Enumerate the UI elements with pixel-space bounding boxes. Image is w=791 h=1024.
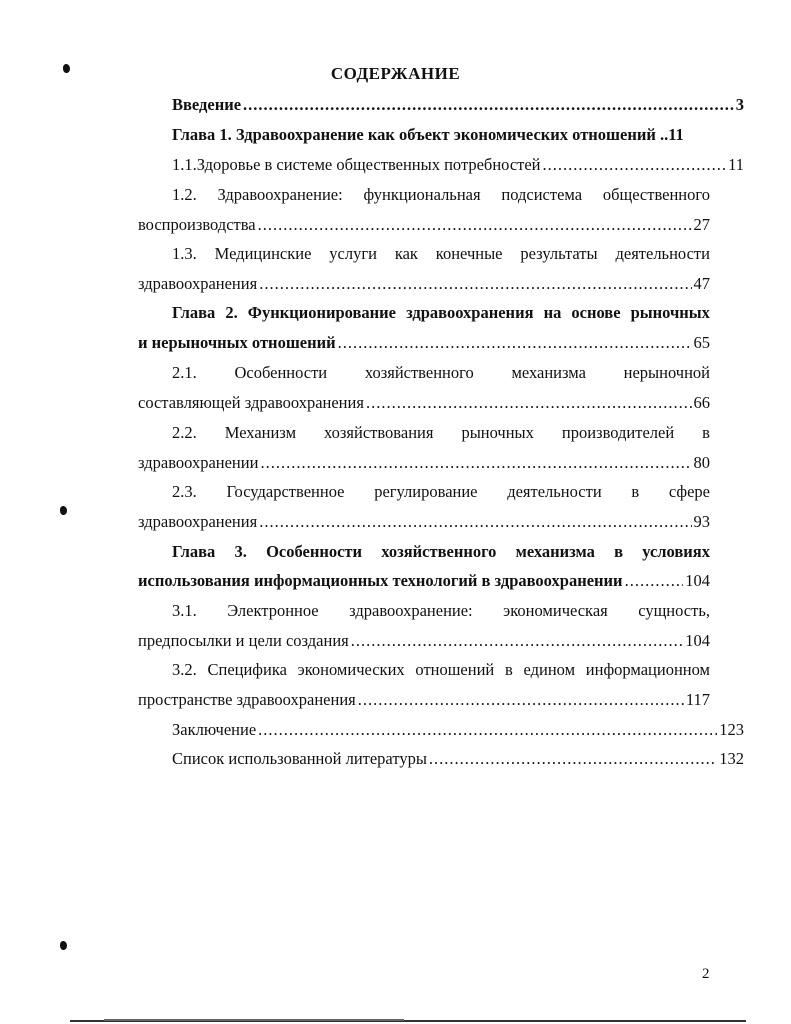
toc-entry-references xyxy=(138,747,744,771)
toc-word: отношений xyxy=(415,660,495,679)
punch-hole-mark xyxy=(60,506,67,515)
toc-word: хозяйственного xyxy=(381,542,497,561)
toc-entry-intro xyxy=(138,93,744,117)
leader-dots xyxy=(358,688,684,712)
toc-entry-3-2-line1 xyxy=(138,658,710,682)
toc-word: функциональная xyxy=(363,185,481,204)
toc-word: деятельности xyxy=(507,482,602,501)
toc-entry-1-2-line2 xyxy=(138,213,710,237)
toc-word: в xyxy=(702,423,710,442)
section-number: 2.3. xyxy=(172,482,197,501)
toc-entry-label: Заключение xyxy=(172,720,257,739)
section-number: 2.1. xyxy=(172,363,197,382)
toc-entry-label: Введение xyxy=(172,95,242,114)
toc-entry-chapter-3-line2 xyxy=(138,569,710,593)
toc-entry-label: воспроизводства xyxy=(138,215,256,234)
toc-word: в xyxy=(614,542,624,561)
toc-page-number: 66 xyxy=(693,393,710,412)
leader-dots xyxy=(260,451,691,475)
toc-word: Специфика xyxy=(207,660,287,679)
toc-word: регулирование xyxy=(374,482,478,501)
toc-entry-label: использования информационных технологий в здравоохранении xyxy=(138,571,623,590)
toc-entry-label: Здоровье в системе общественных потребностей xyxy=(196,155,541,174)
section-number: 3.2. xyxy=(172,660,197,679)
toc-word: деятельности xyxy=(615,244,710,263)
leader-dots xyxy=(259,510,691,534)
toc-entry-label: здравоохранения xyxy=(138,512,258,531)
toc-entry-2-2-line2 xyxy=(138,451,710,475)
toc-word: сфере xyxy=(668,482,710,501)
toc-entry-label: составляющей здравоохранения xyxy=(138,393,364,412)
toc-entry-label: здравоохранения xyxy=(138,274,258,293)
toc-word: условиях xyxy=(642,542,710,561)
toc-entry-1-2-line1 xyxy=(138,183,710,207)
leader-dots xyxy=(258,718,717,742)
leader-dots xyxy=(366,391,692,415)
toc-page-number: 132 xyxy=(719,749,744,768)
toc-word: Особенности xyxy=(266,542,363,561)
toc-word: Медицинские xyxy=(214,244,312,263)
toc-word: Государственное xyxy=(226,482,345,501)
toc-entry-2-2-line1 xyxy=(138,421,710,445)
section-number: 1.2. xyxy=(172,185,197,204)
toc-word: на xyxy=(543,303,562,322)
toc-word: услуги xyxy=(329,244,377,263)
toc-word: Электронное xyxy=(227,601,319,620)
toc-page-number: 11 xyxy=(728,155,744,174)
leader-dots xyxy=(243,93,734,117)
toc-word: едином xyxy=(523,660,576,679)
toc-word: механизма xyxy=(511,363,586,382)
toc-word: рыночных xyxy=(461,423,534,442)
toc-entry-2-3-line2 xyxy=(138,510,710,534)
leader-dots xyxy=(338,331,692,355)
toc-word: информационном xyxy=(585,660,710,679)
toc-entry-3-2-line2 xyxy=(138,688,710,712)
toc-word: в xyxy=(631,482,640,501)
toc-word: Глава xyxy=(172,542,216,561)
toc-word: Особенности xyxy=(234,363,328,382)
toc-entry-label: Глава 1. Здравоохранение как объект экономических отношений .. xyxy=(172,125,669,144)
toc-entry-label: предпосылки и цели создания xyxy=(138,631,349,650)
toc-word: в xyxy=(504,660,513,679)
toc-page-number: 47 xyxy=(693,274,710,293)
section-number: 3.1. xyxy=(172,601,197,620)
toc-word: результаты xyxy=(520,244,598,263)
leader-dots xyxy=(543,153,727,177)
toc-page-number: 123 xyxy=(719,720,744,739)
toc-word: хозяйственного xyxy=(364,363,474,382)
toc-word: экономических xyxy=(297,660,405,679)
toc-page-number: 3 xyxy=(735,95,744,114)
toc-page-number: 104 xyxy=(685,631,710,650)
toc-word: производителей xyxy=(561,423,675,442)
toc-page-number: 93 xyxy=(693,512,710,531)
toc-entry-label: Список использованной литературы xyxy=(172,749,427,768)
toc-entry-1-3-line1 xyxy=(138,242,710,266)
toc-word: 2. xyxy=(225,303,238,322)
section-number: 1.3. xyxy=(172,244,197,263)
toc-entry-label: здравоохранении xyxy=(138,453,259,472)
toc-word: рыночных xyxy=(630,303,710,322)
leader-dots xyxy=(259,272,691,296)
page-number: 2 xyxy=(702,966,710,982)
toc-page-number: 65 xyxy=(693,333,710,352)
toc-entry-2-3-line1 xyxy=(138,480,710,504)
toc-page-number: 117 xyxy=(685,690,710,709)
toc-entry-2-1-line2 xyxy=(138,391,710,415)
toc-entry-3-1-line1 xyxy=(138,599,710,623)
bottom-edge-line xyxy=(104,1019,404,1021)
toc-word: общественного xyxy=(602,185,710,204)
toc-page-number: 11 xyxy=(668,125,684,144)
toc-word: конечные xyxy=(435,244,503,263)
toc-word: здравоохранения xyxy=(406,303,534,322)
toc-word: здравоохранение: xyxy=(349,601,473,620)
toc-entry-1-3-line2 xyxy=(138,272,710,296)
toc-word: Здравоохранение: xyxy=(217,185,343,204)
punch-hole-mark xyxy=(60,941,67,950)
toc-entry-conclusion xyxy=(138,718,744,742)
toc-word: Глава xyxy=(172,303,216,322)
toc-word: экономическая xyxy=(503,601,608,620)
leader-dots xyxy=(625,569,684,593)
toc-entry-chapter-3-line1 xyxy=(138,540,710,564)
toc-word: подсистема xyxy=(501,185,583,204)
leader-dots xyxy=(258,213,692,237)
toc-entry-label: и нерыночных отношений xyxy=(138,333,336,352)
toc-word: хозяйствования xyxy=(324,423,434,442)
section-number: 2.2. xyxy=(172,423,197,442)
toc-entry-chapter-2-line1 xyxy=(138,301,710,325)
leader-dots xyxy=(429,747,717,771)
toc-entry-chapter-1 xyxy=(138,123,744,147)
toc-page-number: 104 xyxy=(685,571,710,590)
toc-page-number: 27 xyxy=(693,215,710,234)
toc-word: сущность, xyxy=(638,601,710,620)
toc-entry-1-1 xyxy=(138,153,744,177)
toc-entry-2-1-line1 xyxy=(138,361,710,385)
toc-word: основе xyxy=(571,303,621,322)
toc-word: Функционирование xyxy=(247,303,397,322)
toc-word: механизма xyxy=(515,542,595,561)
toc-word: как xyxy=(394,244,418,263)
leader-dots xyxy=(351,629,684,653)
toc-title: СОДЕРЖАНИЕ xyxy=(330,64,461,83)
toc-entry-chapter-2-line2 xyxy=(138,331,710,355)
toc-word: Механизм xyxy=(224,423,297,442)
toc-entry-3-1-line2 xyxy=(138,629,710,653)
toc-page-number: 80 xyxy=(693,453,710,472)
toc-word: нерыночной xyxy=(623,363,710,382)
section-number: 1.1. xyxy=(172,155,197,174)
toc-word: 3. xyxy=(234,542,247,561)
toc-entry-label: пространстве здравоохранения xyxy=(138,690,356,709)
